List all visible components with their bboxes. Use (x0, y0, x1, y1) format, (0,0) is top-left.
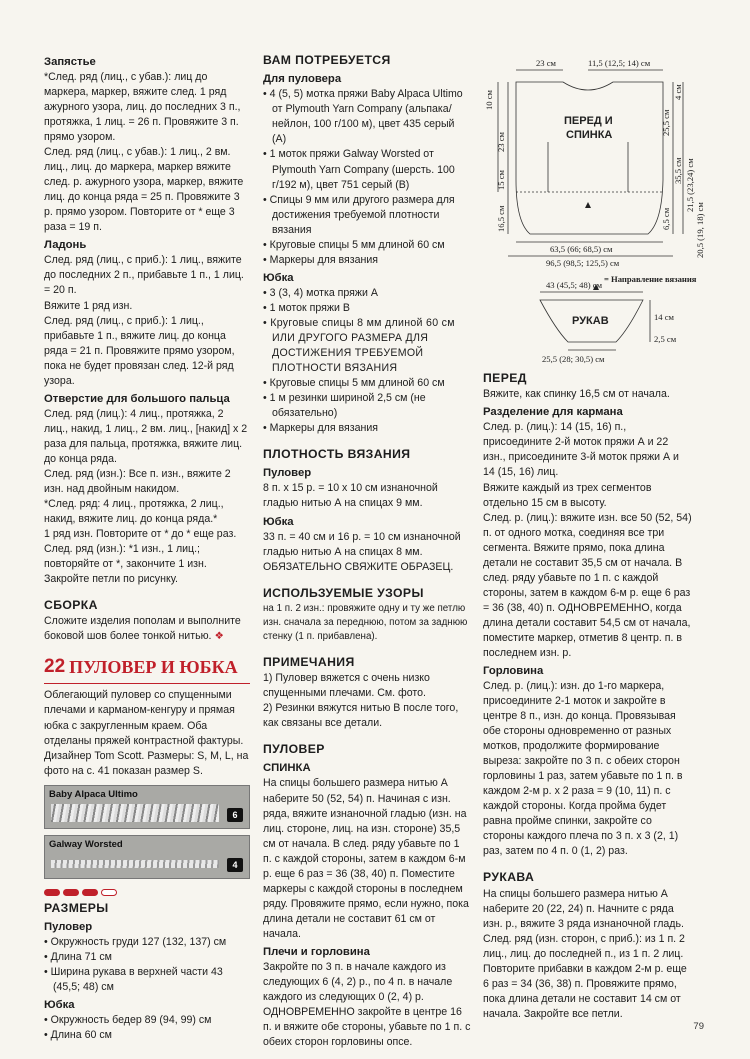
section-heading-wrist: Запястье (44, 56, 96, 68)
material-item: • Маркеры для вязания (263, 422, 379, 435)
piece-label: СПИНКА (566, 129, 613, 141)
section-heading-gauge: ПЛОТНОСТЬ ВЯЗАНИЯ (263, 447, 411, 462)
material-item: • 1 м резинки шириной 2,5 см (не обязательно) (263, 391, 426, 420)
material-item: • 1 моток пряжи Galway Worsted от Plymouth Yarn Company (шерсть. 100 г/192 м), цвет 751 серый (В) (263, 148, 455, 191)
paragraph: 1) Пуловер вяжется с очень низко спущенными плечами. См. фото. (263, 672, 430, 700)
piece-label: РУКАВ (572, 315, 609, 327)
paragraph: След. ряд (лиц., с приб.): 1 лиц., вяжите до последних 2 п., прибавьте 1 п., 1 лиц. = 20 п. (44, 254, 244, 297)
size-item: • Длина 71 см (44, 951, 112, 964)
difficulty-dot (63, 889, 79, 896)
piece-label: ПЕРЕД И (564, 115, 613, 127)
dim-label: 10 см (484, 90, 494, 110)
paragraph: Сложите изделия пополам и выполните боковой шов более тонкой нитью. ❖ (44, 615, 241, 643)
yarn-texture (51, 860, 219, 868)
difficulty-dot (44, 889, 60, 896)
dim-label: 63,5 (66; 68,5) см (550, 244, 613, 254)
dim-label: 11,5 (12,5; 14) см (588, 58, 651, 68)
section-heading-materials: ВАМ ПОТРЕБУЕТСЯ (263, 53, 391, 67)
section-heading-notes: ПРИМЕЧАНИЯ (263, 654, 355, 669)
material-item: • Круговые спицы 5 мм длиной 60 см (263, 376, 445, 389)
intro-paragraph: Облегающий пуловер со спущенными плечами и карманом-кенгуру и прямая юбка с закругленным краем. Оба отделаны пряжей контрастной фактуры. Дизайнер Tom Scott. Размеры: S, M, L, на фото на с. 41 показан размер S. (44, 689, 249, 777)
material-item: • Спицы 9 мм или другого размера для достижения требуемой плотности вязания (263, 193, 455, 236)
pattern-title (44, 654, 250, 684)
dim-label: 6,5 см (661, 207, 671, 230)
material-item: • 3 (3, 4) мотка пряжи А (263, 286, 378, 299)
dim-label: 14 см (654, 312, 674, 322)
schematic-diagram (478, 52, 708, 382)
material-item: • 1 моток пряжи В (263, 301, 350, 314)
dim-label: 16,5 см (496, 205, 506, 232)
yarn-weight-badge: 6 (227, 808, 243, 822)
section-heading-pullover: ПУЛОВЕР (263, 742, 325, 757)
difficulty-indicator (44, 889, 250, 896)
dim-label: 25,5 (28; 30,5) см (542, 354, 605, 364)
section-heading-sleeves: РУКАВА (483, 870, 535, 885)
section-heading-front: ПЕРЕД (483, 371, 527, 385)
pattern-number: 22 (44, 656, 66, 678)
paragraph: Вяжите 1 ряд изн. (44, 299, 133, 312)
dim-label: 96,5 (98,5; 125,5) см (546, 258, 620, 268)
section-heading-sizes: РАЗМЕРЫ (44, 900, 109, 915)
dim-label: 21,5 (23,24) см (685, 158, 695, 212)
size-item: • Длина 60 см (44, 1029, 112, 1042)
paragraph: 2) Резинки вяжутся нитью В после того, как связаны все детали. (263, 702, 459, 730)
paragraph: *След. ряд (лиц., с убав.): лиц до маркера, маркер, вяжите след. 1 ряд ажурного узора, лиц. до последних 3 п., протяжка, 1 лиц. = 26 п. Провяжите 3 п. прямо узором. (44, 71, 241, 144)
paragraph: на 1 п. 2 изн.: провяжите одну и ту же петлю изн. сначала за переднюю, потом за заднюю стенку (1 п. прибавлена). (263, 602, 468, 642)
subheading-neck: Горловина (483, 664, 544, 677)
paragraph: Закройте по 3 п. в начале каждого из следующих 6 (4, 2) р., по 4 п. в начале каждого из следующих 0 (2, 4) р. ОДНОВРЕМЕННО закройте в центре 16 п. и вяжите обе стороны, убавьте по 1 п. с обеих сторон горловины опсе. (263, 960, 471, 1049)
column-middle (263, 52, 471, 1050)
yarn-label: Baby Alpaca Ultimo (49, 788, 138, 800)
section-heading-patterns: ИСПОЛЬЗУЕМЫЕ УЗОРЫ (263, 585, 424, 600)
material-item: • Круговые спицы 5 мм длиной 60 см (263, 238, 445, 251)
paragraph: След. ряд (изн. сторон, с приб.): из 1 п. 2 лиц., лиц. до последней п., из 1 п. 2 лиц. Повторите прибавки в каждом 2-м р. еще 6 раз = 34 (36, 38) п. Провяжите прямо, пока длина детали не составит 14 см от начала. Закройте все петли. (483, 932, 687, 1020)
paragraph: 1 ряд изн. Повторите от * до * еще раз. (44, 527, 237, 540)
difficulty-dot-empty (101, 889, 117, 896)
section-heading-palm: Ладонь (44, 239, 87, 252)
subheading: Юбка (263, 271, 294, 284)
paragraph: След. р. (лиц.): вяжите изн. все 50 (52, 54) п. от одного мотка, соединяя все три сегмента. Вяжите прямо, пока длина детали не составит 35,5 см от начала. В след. ряду убавьте по 1 п. с каждой стороны, затем в каждом 6-м р. еще 6 раз = 36 (38, 40) п. ОДНОВРЕМЕННО, когда длина детали составит 54,5 см от начала, поместите маркер, отметив 8 центр. п. в последнем изн. р. (483, 511, 692, 659)
body-outline (516, 82, 663, 234)
yarn-weight-badge: 4 (227, 858, 243, 872)
paragraph: След. ряд (лиц.): 4 лиц., протяжка, 2 лиц., накид, 1 лиц., 2 вм. лиц., [накид] х 2 раза для пальца, протяжка, вяжите лиц. до конца ряда. (44, 407, 248, 465)
section-heading-assembly: СБОРКА (44, 598, 98, 613)
subheading-pullover: Пуловер (44, 920, 93, 933)
paragraph: След. ряд (изн.): *1 изн., 1 лиц.; повторяйте от *, закончите 1 изн. (44, 543, 207, 571)
subheading-skirt: Юбка (44, 999, 75, 1012)
paragraph: След. р. (лиц.): изн. до 1-го маркера, присоедините 2-1 моток и закройте в центре 8 п., изн. до конца. Провязывая обе стороны одновременно от разных мотков, продолжите формирование выреза: закройте по 3 п. с обеих сторон горловины 1 раз, затем убавьте по 1 п. в каждом 2-м р. х 2 раза = 9 (10, 11) п. с каждой стороны. Когда пройма будет равна пройме спинки, закройте со стороны каждого плеча по 3 п. х 3 (2, 1) раз, затем по 4 п. 0 (1, 2) раз. (483, 679, 683, 858)
size-item: • Окружность груди 127 (132, 137) см (44, 936, 227, 948)
subheading-back: СПИНКА (263, 762, 311, 775)
page-number: 79 (693, 1020, 704, 1032)
section-heading-thumb: Отверстие для большого пальца (44, 392, 230, 405)
yarn-swatch-1 (44, 785, 250, 829)
material-item: • Круговые спицы 8 мм длиной 60 см ИЛИ ДРУГОГО РАЗМЕРА ДЛЯ ДОСТИЖЕНИЯ ТРЕБУЕМОЙ ПЛОТНОСТИ ВЯЗАНИЯ (263, 316, 455, 374)
dim-label: 23 см (496, 132, 506, 152)
paragraph: След. ряд (изн.): Все п. изн., вяжите 2 изн. над двойным накидом. (44, 467, 231, 495)
paragraph: На спицы большего размера нитью А наберите 50 (52, 54) п. Начиная с изн. ряда, вяжите изнаночной гладью (изн. на лиц. стороне, лиц. на изн. стороне) 35,5 см от начала. В след. ряду убавьте по 1 п. с каждой стороны, затем в каждом 6-м р. еще 6 раз = 36 (38, 40) п. Поместите маркеры с каждой стороны в последнем ряду. Провяжите прямо, если нужно, пока длина детали не составит 61 см от начала. (263, 777, 469, 940)
subheading-shoulders: Плечи и горловина (263, 945, 370, 958)
paragraph: 33 п. = 40 см и 16 р. = 10 см изнаночной гладью нитью А на спицах 8 мм. ОБЯЗАТЕЛЬНО СВЯЖИТЕ ОБРАЗЕЦ. (263, 530, 461, 573)
size-item: • Окружность бедер 89 (94, 99) см (44, 1014, 212, 1027)
subheading: Для пуловера (263, 73, 342, 86)
paragraph: На спицы большего размера нитью А наберите 20 (22, 24) п. Начните с ряда изн. р., вяжите 3 ряда изнаночной гладь. (483, 887, 684, 930)
dim-label: 23 см (536, 58, 556, 68)
paragraph: 8 п. х 15 р. = 10 х 10 см изнаночной гладью нитью А на спицах 9 мм. (263, 482, 438, 510)
dim-label: 25,5 см (661, 109, 671, 136)
size-item: • Ширина рукава в верхней части 43 (45,5; 48) см (44, 966, 223, 994)
yarn-swatch-2 (44, 835, 250, 879)
dim-label: 35,5 см (673, 157, 683, 184)
yarn-texture (51, 804, 219, 822)
pattern-title-text: ПУЛОВЕР И ЮБКА (69, 657, 238, 678)
subheading: Пуловер (263, 467, 312, 480)
yarn-label: Galway Worsted (49, 838, 123, 850)
material-item: • 4 (5, 5) мотка пряжи Baby Alpaca Ultimo от Plymouth Yarn Company (альпака/нейлон, 100 г/100 м), цвет 435 серый (А) (263, 88, 463, 146)
paragraph: След. ряд (лиц., с приб.): 1 лиц., прибавьте 1 п., вяжите лиц. до конца ряда = 21 п. Провяжите прямо узором, пока не будет провязан след. 12-й ряд узора. (44, 314, 235, 387)
dim-label: 15 см (496, 170, 506, 190)
dim-label: 4 см (673, 84, 683, 100)
paragraph: Вяжите, как спинку 16,5 см от начала. (483, 388, 670, 401)
material-item: • Маркеры для вязания (263, 253, 379, 266)
diamond-icon: ❖ (214, 630, 224, 643)
column-right (483, 370, 693, 1022)
subheading: Юбка (263, 515, 294, 528)
paragraph: След. ряд (лиц., с убав.): 1 лиц., 2 вм. лиц., лиц. до маркера, маркер вяжите след. р. ажурного узора, маркер, вяжите лиц. до конца ряда = 25 п. Провяжите 3 р. прямо узором. Повторите от * еще 3 раза = 19 п. (44, 146, 244, 234)
arrow-up-icon (585, 202, 591, 208)
paragraph: *След. ряд: 4 лиц., протяжка, 2 лиц., накид, вяжите лиц. до конца ряда.* (44, 497, 224, 525)
column-left (44, 52, 250, 1043)
dim-label: 20,5 (19, 18) см (695, 202, 705, 258)
paragraph: След. р. (лиц.): 14 (15, 16) п., присоедините 2-й моток пряжи А и 22 изн., присоедините 3-й моток пряжи А и 14 (15, 16) лиц. (483, 421, 679, 479)
dim-label: 2,5 см (654, 334, 677, 344)
direction-legend: = Направление вязания (604, 274, 697, 284)
difficulty-dot (82, 889, 98, 896)
subheading-pocket: Разделение для кармана (483, 406, 623, 419)
paragraph: Вяжите каждый из трех сегментов отдельно 15 см в высоту. (483, 481, 652, 509)
dim-label: 43 (45,5; 48) см (546, 280, 603, 290)
paragraph: Закройте петли по рисунку. (44, 573, 178, 586)
